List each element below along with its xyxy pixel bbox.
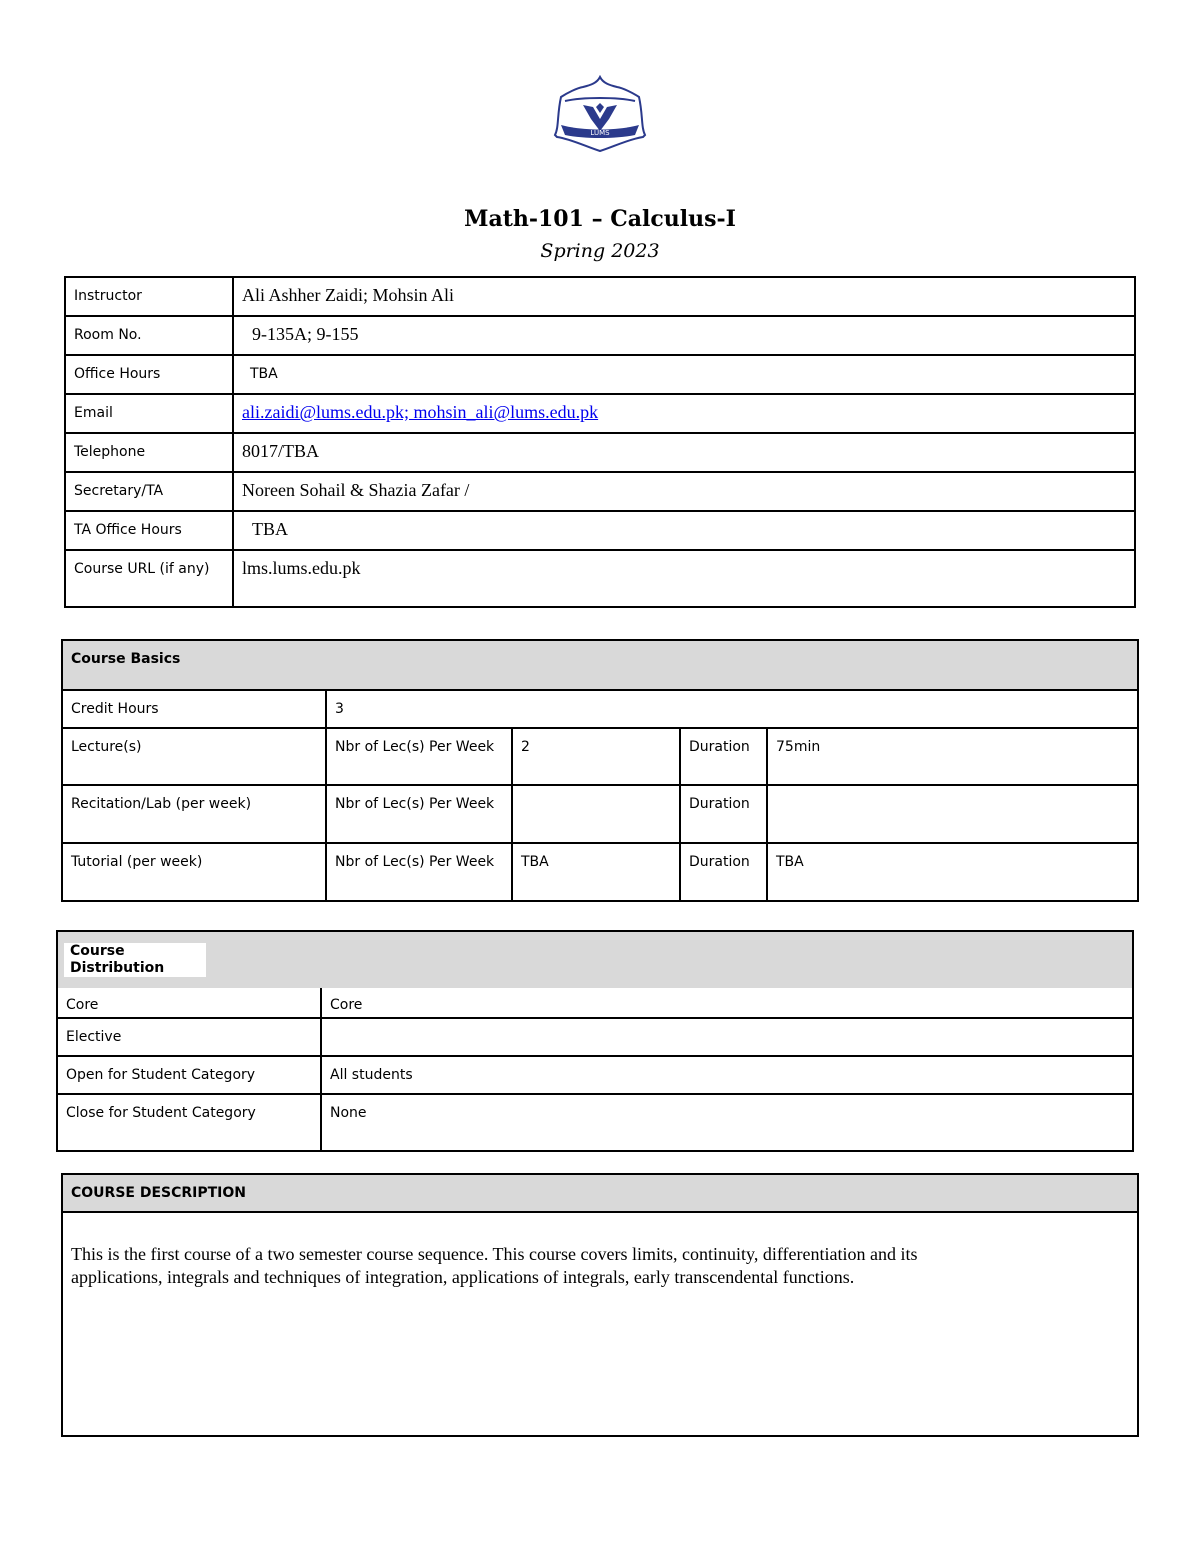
dist-row-close — [57, 1094, 1133, 1151]
dist-row-core — [57, 988, 1133, 1018]
info-row-email — [65, 394, 1135, 433]
recitation-duration-value — [767, 785, 1138, 843]
course-description-box — [61, 1173, 1139, 1437]
open-category-value: All students — [321, 1056, 1133, 1094]
close-category-value: None — [321, 1094, 1133, 1151]
tutorial-duration-label: Duration — [680, 843, 767, 901]
tutorial-nbr-label: Nbr of Lec(s) Per Week — [326, 843, 512, 901]
credit-hours-label: Credit Hours — [62, 690, 326, 728]
lecture-duration-label: Duration — [680, 728, 767, 785]
tutorial-nbr-value: TBA — [512, 843, 680, 901]
course-description-line1: This is the first course of a two semester course sequence. This course covers limits, continuity, differentiation and its — [71, 1244, 918, 1264]
tutorial-duration-value: TBA — [767, 843, 1138, 901]
info-row-ta-hours — [65, 511, 1135, 550]
room-label: Room No. — [65, 316, 233, 355]
instructor-info-table — [64, 276, 1136, 608]
tutorial-label: Tutorial (per week) — [62, 843, 326, 901]
elective-value — [321, 1018, 1133, 1056]
course-distribution-heading-line2: Distribution — [70, 960, 165, 976]
dist-row-elective — [57, 1018, 1133, 1056]
url-value: lms.lums.edu.pk — [233, 550, 1135, 607]
instructor-value: Ali Ashher Zaidi; Mohsin Ali — [233, 277, 1135, 316]
recitation-label: Recitation/Lab (per week) — [62, 785, 326, 843]
elective-label: Elective — [57, 1018, 321, 1056]
lums-logo — [553, 75, 647, 153]
basics-row-lecture — [62, 728, 1138, 785]
instructor-label: Instructor — [65, 277, 233, 316]
recitation-duration-label: Duration — [680, 785, 767, 843]
course-basics-table — [61, 639, 1139, 902]
room-value: 9-135A; 9-155 — [233, 316, 1135, 355]
close-category-label: Close for Student Category — [57, 1094, 321, 1151]
open-category-label: Open for Student Category — [57, 1056, 321, 1094]
course-distribution-heading-line1: Course — [70, 943, 125, 959]
ta-hours-label: TA Office Hours — [65, 511, 233, 550]
credit-hours-value: 3 — [326, 690, 1138, 728]
course-distribution-heading — [64, 943, 206, 977]
info-row-room — [65, 316, 1135, 355]
course-distribution-header — [56, 930, 1134, 988]
telephone-label: Telephone — [65, 433, 233, 472]
page-title: Math-101 – Calculus-I — [464, 206, 736, 232]
lecture-label: Lecture(s) — [62, 728, 326, 785]
basics-row-tutorial — [62, 843, 1138, 901]
info-row-telephone — [65, 433, 1135, 472]
url-label: Course URL (if any) — [65, 550, 233, 607]
secretary-value: Noreen Sohail & Shazia Zafar / — [233, 472, 1135, 511]
course-basics-heading: Course Basics — [62, 640, 1138, 690]
office-hours-label: Office Hours — [65, 355, 233, 394]
email-link[interactable]: ali.zaidi@lums.edu.pk; mohsin_ali@lums.edu.pk — [242, 402, 599, 422]
basics-row-recitation — [62, 785, 1138, 843]
logo-text: LUMS — [590, 129, 610, 137]
email-label: Email — [65, 394, 233, 433]
recitation-nbr-value — [512, 785, 680, 843]
lecture-duration-value: 75min — [767, 728, 1138, 785]
basics-row-credit — [62, 690, 1138, 728]
course-description-text — [71, 1243, 1071, 1289]
info-row-office-hours — [65, 355, 1135, 394]
course-distribution-table — [56, 988, 1134, 1152]
core-label: Core — [57, 988, 321, 1018]
lecture-nbr-label: Nbr of Lec(s) Per Week — [326, 728, 512, 785]
telephone-value: 8017/TBA — [233, 433, 1135, 472]
secretary-label: Secretary/TA — [65, 472, 233, 511]
info-row-instructor — [65, 277, 1135, 316]
core-value: Core — [321, 988, 1133, 1018]
page-subtitle: Spring 2023 — [540, 240, 660, 262]
course-description-line2: applications, integrals and techniques of integration, applications of integrals, early transcendental functions. — [71, 1267, 855, 1287]
ta-hours-value: TBA — [233, 511, 1135, 550]
recitation-nbr-label: Nbr of Lec(s) Per Week — [326, 785, 512, 843]
info-row-secretary — [65, 472, 1135, 511]
lecture-nbr-value: 2 — [512, 728, 680, 785]
office-hours-value: TBA — [233, 355, 1135, 394]
dist-row-open — [57, 1056, 1133, 1094]
info-row-url — [65, 550, 1135, 607]
course-description-heading: COURSE DESCRIPTION — [63, 1175, 1137, 1213]
